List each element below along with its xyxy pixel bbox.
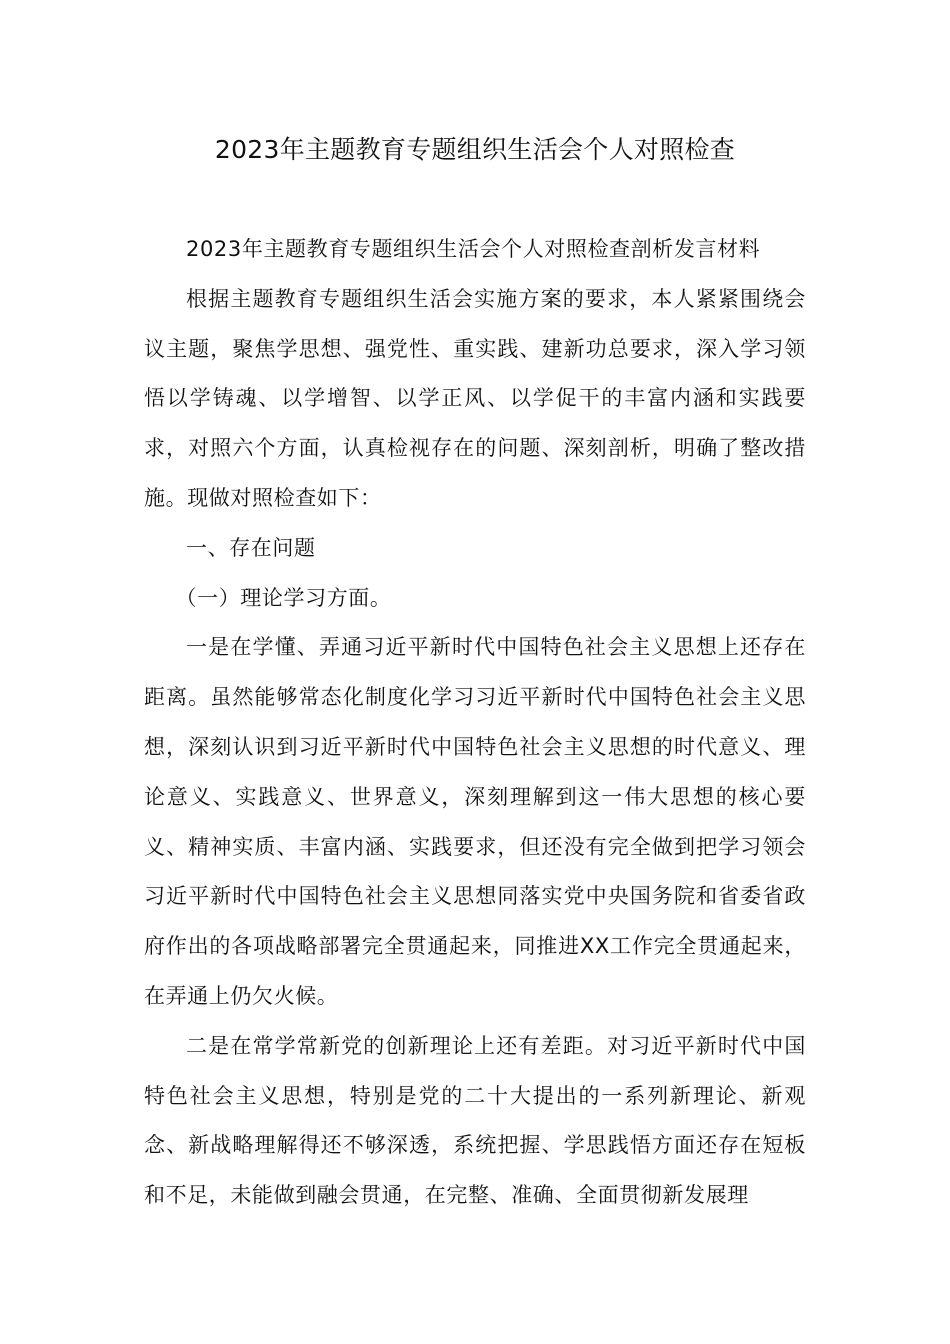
subsection-heading: （一）理论学习方面。 — [175, 585, 392, 610]
intro-paragraph: 根据主题教育专题组织生活会实施方案的要求，本人紧紧围绕会议主题，聚焦学思想、强党性、重实践、建新功总要求，深入学习领悟以学铸魂、以学增智、以学正风、以学促干的丰富内涵和实践要求，对照六个方面，认真检视存在的问题、深刻剖析，明确了整改措施。现做对照检查如下： — [144, 286, 806, 510]
body-paragraph-1: 一是在学懂、弄通习近平新时代中国特色社会主义思想上还存在距离。虽然能够常态化制度化学习习近平新时代中国特色社会主义思想，深刻认识到习近平新时代中国特色社会主义思想的时代意义、理论意义、实践意义、世界意义，深刻理解到这一伟大思想的核心要义、精神实质、丰富内涵、实践要求，但还没有完全做到把学习领会习近平新时代中国特色社会主义思想同落实党中央国务院和省委省政府作出的各项战略部署完全贯通起来，同推进XX工作完全贯通起来，在弄通上仍欠火候。 — [144, 635, 806, 1008]
section-heading: 一、存在问题 — [186, 535, 316, 560]
document-subtitle: 2023年主题教育专题组织生活会个人对照检查剖析发言材料 — [186, 237, 761, 261]
document-body — [144, 225, 806, 1221]
document-title: 2023年主题教育专题组织生活会个人对照检查 — [214, 135, 736, 164]
body-paragraph-2: 二是在常学常新党的创新理论上还有差距。对习近平新时代中国特色社会主义思想，特别是党的二十大提出的一系列新理论、新观念、新战略理解得还不够深透，系统把握、学思践悟方面还存在短板和不足，未能做到融会贯通，在完整、准确、全面贯彻新发展理 — [144, 1033, 806, 1208]
